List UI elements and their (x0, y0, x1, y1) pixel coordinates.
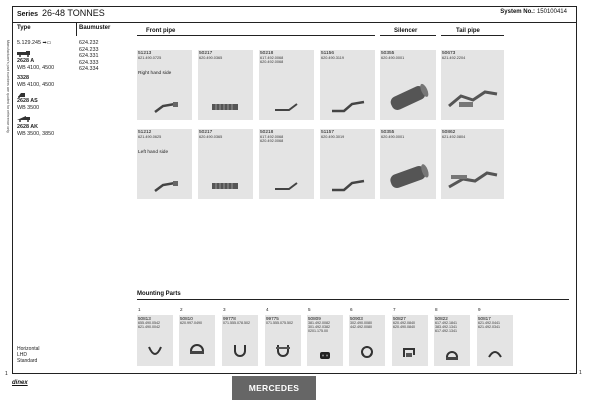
clamp-icon (189, 343, 205, 357)
series-value: 26-48 TONNES (42, 8, 105, 18)
part-card[interactable] (380, 129, 436, 199)
part-code: 50217 (199, 51, 213, 56)
part-code: 50217 (199, 130, 213, 135)
oem-number: 621.492.2204 (442, 56, 466, 60)
oem-numbers: 302.490.0080 442.492.0080 (350, 321, 372, 330)
hanger-icon (147, 345, 163, 359)
brand-banner: MERCEDES (232, 376, 316, 400)
oem-numbers: 620.492.0840 620.490.0840 (393, 321, 415, 330)
header-rule (12, 22, 577, 23)
front-pipe-icon (153, 179, 181, 193)
spec-item: LHD (17, 352, 28, 358)
right-arrow-icon: ➡▭ (42, 40, 52, 46)
oem-numbers: 617.492.0068 620.492.0068 (260, 135, 284, 144)
part-code: 50903 (350, 316, 363, 321)
part-code: 50218 (260, 51, 274, 56)
silencer-icon (384, 80, 432, 116)
oem-number: 620.490.0365 (199, 56, 223, 60)
part-card[interactable] (441, 129, 504, 199)
part-code: 51213 (138, 51, 152, 56)
logo-text: dinex (12, 380, 28, 386)
part-code: 50862 (442, 130, 456, 135)
oem-number: 621.490.0725 (138, 56, 162, 60)
tipper-icon (17, 116, 31, 122)
hanger-icon (487, 347, 503, 359)
tail-pipe-rule (441, 35, 504, 36)
part-card[interactable] (320, 129, 375, 199)
mounting-index: 1 (138, 307, 141, 312)
mounting-index: 7 (393, 307, 396, 312)
front-pipe-heading: Front pipe (146, 28, 176, 34)
mounting-part-card[interactable] (307, 307, 343, 366)
u-bolt-icon (275, 343, 291, 357)
part-code: 51157 (321, 130, 334, 135)
system-number (500, 9, 567, 15)
mounting-index: 4 (266, 307, 269, 312)
type-entry-3 (17, 98, 39, 111)
part-code: 51212 (138, 130, 152, 135)
system-value: 150100414 (536, 9, 567, 15)
type-code: 5.129.245 (17, 40, 41, 46)
type-code: 3328 (17, 75, 29, 81)
system-label: System No.: (500, 9, 535, 15)
mounting-index: 6 (350, 307, 353, 312)
header-divider (76, 22, 77, 36)
oem-number: 620.490.0365 (199, 135, 223, 139)
part-card[interactable] (259, 129, 314, 199)
page-number-left: 1 (5, 371, 8, 377)
mounting-parts-rule (137, 299, 569, 300)
oem-number: 620.490.3119 (321, 56, 344, 60)
oem-numbers: 617.492.1841 383.492.1341 617.492.1341 (435, 321, 457, 334)
u-bolt-icon (232, 343, 248, 357)
tail-pipe-icon (445, 86, 501, 116)
oem-number: 620.997.0490 (180, 321, 202, 325)
oem-number: 621.492.0804 (442, 135, 466, 139)
part-code: 50355 (381, 51, 395, 56)
type-code: 2628 AK (17, 124, 39, 130)
mounting-part-card[interactable] (137, 307, 173, 366)
type-heading: Type (17, 25, 31, 31)
truck-icon (17, 51, 31, 57)
type-entry-4 (17, 124, 54, 137)
baumuster-code: 624.331 (79, 53, 99, 60)
pipe-icon (273, 100, 301, 114)
part-code: 50817 (478, 316, 491, 321)
bent-pipe-icon (330, 177, 366, 193)
mounting-part-card[interactable] (349, 307, 385, 366)
type-entry-0 (17, 40, 51, 47)
part-code: 50355 (381, 130, 395, 135)
part-code: 50673 (442, 51, 456, 56)
gasket-icon (360, 345, 374, 359)
part-card[interactable] (198, 50, 253, 120)
bent-pipe-icon (330, 98, 366, 114)
oem-number: 620.490.3019 (321, 135, 345, 139)
mounting-part-card[interactable] (477, 307, 513, 366)
pipe-icon (273, 179, 301, 193)
part-code: 99778 (223, 316, 236, 321)
baumuster-heading: Baumuster (79, 25, 111, 31)
page-number-right: 1 (579, 370, 582, 376)
mounting-part-card[interactable] (179, 307, 215, 366)
flex-pipe-icon (210, 179, 240, 193)
part-code: 51156 (321, 51, 334, 56)
front-pipe-rule (137, 35, 375, 36)
baumuster-code: 624.333 (79, 59, 99, 66)
spec-list (17, 346, 40, 364)
left-side-label: Left hand side (138, 150, 169, 155)
mounting-index: 3 (223, 307, 226, 312)
baumuster-list (79, 40, 99, 73)
front-pipe-icon (153, 100, 181, 114)
part-card[interactable] (259, 50, 314, 120)
part-card[interactable] (441, 50, 504, 120)
bracket-icon (402, 345, 418, 359)
mounting-index: 9 (478, 307, 481, 312)
part-card[interactable] (380, 50, 436, 120)
mounting-part-card[interactable] (265, 307, 301, 366)
part-card[interactable] (320, 50, 375, 120)
type-code: 2628 AS (17, 98, 38, 104)
oem-numbers: 655.490.0542 621.490.0042 (138, 321, 160, 330)
tail-pipe-icon (445, 165, 501, 195)
baumuster-code: 624.334 (79, 66, 99, 73)
baumuster-code: 624.232 (79, 40, 99, 46)
wheelbase: WB 4100, 4500 (17, 81, 55, 88)
oem-numbers: 617.492.0068 620.492.0068 (260, 56, 284, 65)
oem-number: 620.490.0001 (381, 56, 405, 60)
oem-numbers: 621.492.0441 621.492.0341 (478, 321, 500, 330)
silencer-icon (384, 159, 432, 195)
oem-number: 071.555.078.502 (223, 321, 250, 325)
part-card[interactable] (137, 129, 192, 199)
series-title (17, 8, 105, 18)
part-card[interactable] (137, 50, 192, 120)
clamp-icon (445, 351, 459, 363)
spec-item: Horizontal (17, 346, 40, 352)
mounting-index: 8 (435, 307, 438, 312)
mounting-part-card[interactable] (222, 307, 258, 366)
dinex-logo (12, 380, 28, 386)
part-code: 99775 (266, 316, 279, 321)
wheelbase: WB 4100, 4500 (17, 64, 55, 71)
type-code: 2628 A (17, 58, 35, 64)
wheelbase: WB 3500, 3850 (17, 130, 55, 137)
oem-number: 071.555.075.502 (266, 321, 293, 325)
mounting-part-card[interactable] (392, 307, 428, 366)
type-entry-2 (17, 75, 54, 88)
mounting-parts-heading: Mounting Parts (137, 291, 181, 297)
wheelbase: WB 3500 (17, 104, 40, 111)
mounting-part-card[interactable] (434, 307, 470, 366)
type-entry-1 (17, 58, 54, 71)
oem-number: 621.490.0625 (138, 135, 162, 139)
series-label: Series (17, 11, 39, 18)
part-code: 50810 (180, 316, 193, 321)
sidebar-disclaimer: Manufacturer's part numbers are quoted for reference only (6, 40, 10, 133)
silencer-rule (380, 35, 436, 36)
right-side-label: Right hand side (138, 71, 172, 76)
tail-pipe-heading: Tail pipe (456, 28, 480, 34)
rubber-mount-icon (319, 351, 331, 360)
part-code: 50218 (260, 130, 274, 135)
silencer-heading: Silencer (394, 28, 418, 34)
oem-numbers: 381.492.0082 301.492.0382 0201.175.00 (308, 321, 330, 334)
part-code: 50822 (435, 316, 448, 321)
part-code: 50809 (308, 316, 321, 321)
part-code: 50813 (138, 316, 151, 321)
mounting-index: 5 (308, 307, 311, 312)
flex-pipe-icon (210, 100, 240, 114)
baumuster-code: 624.233 (79, 46, 99, 53)
part-card[interactable] (198, 129, 253, 199)
oem-number: 620.490.0001 (381, 135, 405, 139)
mounting-index: 2 (180, 307, 183, 312)
part-code: 50827 (393, 316, 406, 321)
spec-item: Standard (17, 358, 38, 364)
